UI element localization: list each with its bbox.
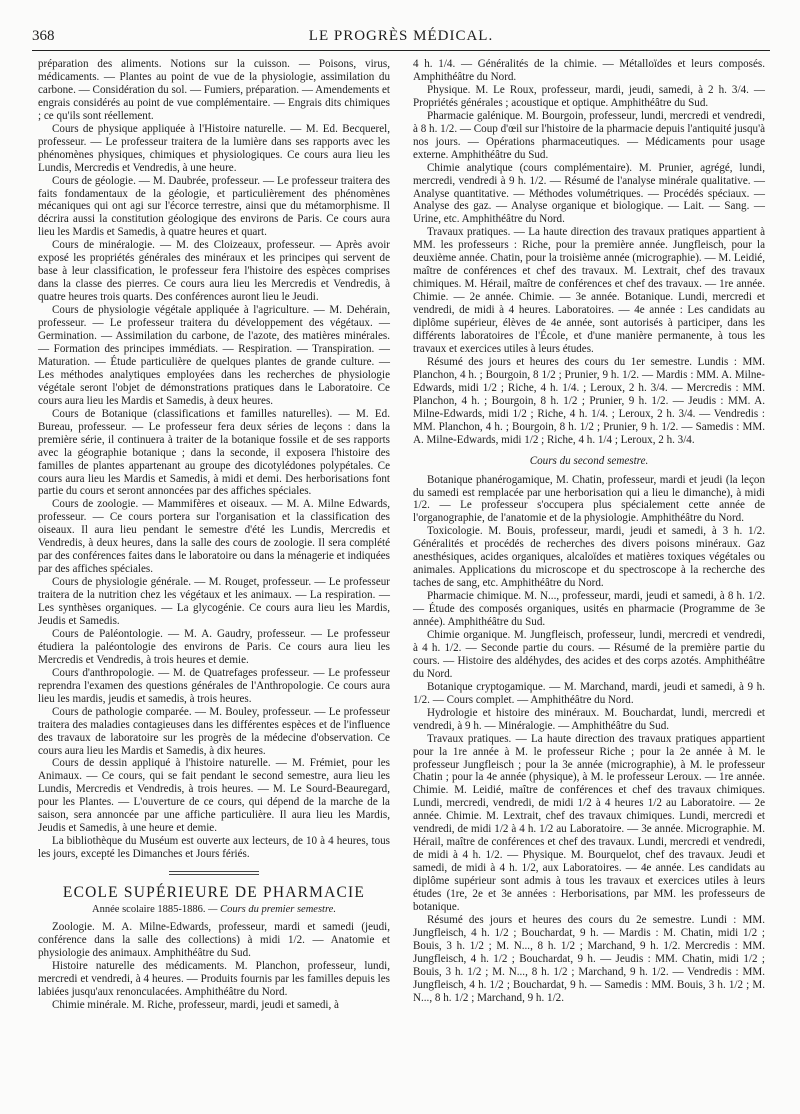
paragraph: Zoologie. M. A. Milne-Edwards, professeur, mardi et samedi (jeudi, conférence dans la salle des collections) à midi 1/2. — Anatomie et physiologie des animaux. Amphithéâtre du Sud. (38, 921, 390, 959)
page-number: 368 (32, 28, 55, 44)
paragraph: Pharmacie chimique. M. N..., professeur, mardi, jeudi et samedi, à 8 h. 1/2. — Étude des composés organiques, usités en pharmacie (Programme de 3e année). Amphithéâtre du Sud. (413, 590, 765, 629)
paragraph: Physique. M. Le Roux, professeur, mardi, jeudi, samedi, à 2 h. 3/4. — Propriétés générales ; acoustique et optique. Amphithéâtre du Sud. (413, 83, 765, 109)
section-course: — Cours du premier semestre. (208, 904, 336, 916)
paragraph: Travaux pratiques. — La haute direction des travaux pratiques appartient pour la 1re année à M. le professeur Riche ; pour la 2e année à M. le professeur Jungfleisch ; pour la 3e année (micrographie), à M. le professeur Chatin ; pour la 4e année (physique), à M. le professeur Leroux. — 1re année. Chimie. M. Leidié, maître de conférences et chef des travaux chimiques. Lundi, mercredi, vendredi, de midi 1/2 à 4 heures 1/2 au Laboratoire. — 2e année. Chimie. M. Lextrait, chef des travaux chimiques. Lundi, mercredi et vendredi, de midi 1/2 à 4 h. 1/2 au Laboratoire. — 3e année. Micrographie. M. Hérail, maître de conférences et chef des travaux. Lundi, mercredi et vendredi, de midi à 4 h. 1/2. — Physique. M. Bourquelot, chef des travaux. Jeudi et samedi, de midi à 4 h. 1/2, aux Laboratoires. — 4e année. Les candidats au diplôme supérieur sont admis à tous les travaux et exercices utiles à leurs études (1re, 2e et 3e années : Herborisations, par MM. les professeurs de botanique. (413, 732, 765, 913)
paragraph: 4 h. 1/4. — Généralités de la chimie. — Métalloïdes et leurs composés. Amphithéâtre du Nord. (413, 58, 765, 83)
section-title: ECOLE SUPÉRIEURE DE PHARMACIE (62, 884, 366, 902)
right-column (413, 58, 765, 1005)
paragraph: Chimie analytique (cours complémentaire). M. Prunier, agrégé, lundi, mercredi, vendredi à 9 h. 1/2. — Résumé de l'analyse minérale qualitative. — Analyse quantitative. — Méthodes volumétriques. — Procédés spéciaux. — Analyse des gaz. — Analyse organique et biologique. — Lait. — Sang. — Urine, etc. Amphithéâtre du Nord. (413, 161, 765, 226)
paragraph: Cours de dessin appliqué à l'histoire naturelle. — M. Frémiet, pour les Animaux. — Ce cours, qui se fait pendant le second semestre, aura lieu les Lundis, Mercredis et Vendredis, à trois heures. — M. Le Sourd-Beauregard, pour les Plantes. — L'ouverture de ce cours, qui dépend de la marche de la saison, sera annoncée par une affiche particulière. Il aura lieu les Mardis, Jeudis et Samedis, à une heure et demie. (38, 757, 390, 835)
paragraph: La bibliothèque du Muséum est ouverte aux lecteurs, de 10 à 4 heures, tous les jours, excepté les Dimanches et Jours fériés. (38, 835, 390, 861)
paragraph: Histoire naturelle des médicaments. M. Planchon, professeur, lundi, mercredi et vendredi, à 4 heures. — Produits fournis par les familles depuis les labiées jusqu'aux renonculacées. Amphithéâtre du Nord. (38, 959, 390, 998)
paragraph: Cours de physiologie générale. — M. Rouget, professeur. — Le professeur traitera de la nutrition chez les végétaux et les animaux. — La respiration. — Les synthèses organiques. — La glycogénie. Ce cours aura lieu les Mardis, Jeudis et Samedis. (38, 576, 390, 627)
paragraph: Cours de physiologie végétale appliquée à l'agriculture. — M. Dehérain, professeur. — Le professeur traitera du développement des végétaux. — Germination. — Assimilation du carbone, de l'azote, des matières minérales. — Formation des principes immédiats. — Respiration. — Transpiration. — Maturation. — Étude particulière de quelques plantes de grande culture. — Les méthodes analytiques employées dans les recherches de physiologie végétale seront l'objet de démonstrations pratiques dans le Laboratoire. Ce cours aura lieu les Mardis et Samedis, à deux heures. (38, 304, 390, 407)
paragraph: Toxicologie. M. Bouis, professeur, mardi, jeudi et samedi, à 3 h. 1/2. Généralités et procédés de recherches des divers poisons minéraux. Gaz anesthésiques, acides organiques, alcaloïdes et matières toxiques végétales ou animales. Applications du microscope et du spectroscope à la recherche des taches de sang, etc. Amphithéâtre du Nord. (413, 525, 765, 590)
paragraph: Cours de physique appliquée à l'Histoire naturelle. — M. Ed. Becquerel, professeur. — Le professeur traitera de la lumière dans ses rapports avec les phénomènes physiques, chimiques et physiologiques. Ce cours aura lieu les Lundis, Mercredis et Vendredis, à une heure. (38, 122, 390, 174)
paragraph: Hydrologie et histoire des minéraux. M. Bouchardat, lundi, mercredi et vendredi, à 9 h. — Minéralogie. — Amphithéâtre du Sud. (413, 706, 765, 732)
paragraph: Cours de minéralogie. — M. des Cloizeaux, professeur. — Après avoir exposé les propriétés générales des minéraux et les principes qui servent de base à leur classification, le professeur fera l'histoire des espèces comprises dans la classe des pierres. Ce cours aura lieu les Mercredis et Vendredis, à quatre heures trois quarts. Des conférences auront lieu le Jeudi. (38, 239, 390, 304)
paragraph: Pharmacie galénique. M. Bourgoin, professeur, lundi, mercredi et vendredi, à 8 h. 1/2. — Coup d'œil sur l'histoire de la pharmacie depuis l'antiquité jusqu'à nos jours. — Opérations pharmaceutiques. — Médicaments pour usage externe. Amphithéâtre du Sud. (413, 109, 765, 161)
paragraph: Résumé des jours et heures des cours du 2e semestre. Lundi : MM. Jungfleisch, 4 h. 1/2 ; Bouchardat, 9 h. — Mardis : M. Chatin, midi 1/2 ; Bouis, 3 h. 1/2 ; M. N..., 8 h. 1/2 ; Marchand, 9 h. 1/2. Mercredis : MM. Jungfleisch, 4 h. 1/2 ; Bouchardat, 9 h. — Jeudis : MM. Chatin, midi 1/2 ; Bouis, 3 h. 1/2 ; M. N..., 8 h. 1/2 ; Marchand, 9 h. 1/2. — Vendredis : MM. Jungfleisch, 4 h. 1/2 ; Bouchardat, 9 h. — Samedis : MM. Bouis, 3 h. 1/2 ; M. N..., 8 h. 1/2 ; Marchand, 9 h. 1/2. (413, 913, 765, 1004)
section-subtitle (38, 904, 390, 917)
paragraph: Chimie minérale. M. Riche, professeur, mardi, jeudi et samedi, à (52, 998, 339, 1011)
paragraph: Botanique cryptogamique. — M. Marchand, mardi, jeudi et samedi, à 9 h. 1/2. — Cours complet. — Amphithéâtre du Nord. (413, 680, 765, 706)
paragraph: Cours de zoologie. — Mammifères et oiseaux. — M. A. Milne Edwards, professeur. — Ce cours portera sur l'organisation et la classification des oiseaux. Il aura lieu pendant le semestre d'été les Lundis, Mercredis et Vendredis, à deux heures, dans la salle des cours de zoologie. Il sera complété par des conférences faites dans le laboratoire ou dans la ménagerie et indiquées par des affiches spéciales. (38, 498, 390, 576)
paragraph: Botanique phanérogamique, M. Chatin, professeur, mardi et jeudi (la leçon du samedi est remplacée par une herborisation qui a lieu le dimanche), à midi 1/2. — Le professeur s'occupera plus spécialement cette année de l'organographie, de l'anatomie et de la physiologie. Amphithéâtre du Nord. (413, 473, 765, 525)
left-column (38, 58, 390, 1012)
paragraph: Chimie organique. M. Jungfleisch, professeur, lundi, mercredi et vendredi, à 4 h. 1/2. — Seconde partie du cours. — Résumé de la première partie du cours. — Histoire des aldéhydes, des acides et des corps azotés. Amphithéâtre du Nord. (413, 628, 765, 680)
paragraph: Cours d'anthropologie. — M. de Quatrefages professeur. — Le professeur reprendra l'examen des questions générales de l'Anthropologie. Ce cours aura lieu les mardis, jeudis et samedis, à trois heures. (38, 666, 390, 705)
paragraph: Cours de géologie. — M. Daubrée, professeur. — Le professeur traitera des faits fondamentaux de la géologie, et particulièrement des phénomènes mécaniques qui ont agi sur l'écorce terrestre, ainsi que du métamorphisme. Il décrira aussi la constitution géologique des environs de Paris. Ce cours aura lieu les Mardis et Samedis, à quatre heures et quart. (38, 174, 390, 239)
paragraph: Résumé des jours et heures des cours du 1er semestre. Lundis : MM. Planchon, 4 h. ; Bourgoin, 8 1/2 ; Prunier, 9 h. 1/2. — Mardis : MM. A. Milne-Edwards, midi 1/2 ; Riche, 4 h. 1/4. ; Leroux, 2 h. 3/4. — Mercredis : MM. Planchon, 4 h. ; Bourgoin, 8 h. 1/2 ; Prunier, 9 h. 1/2. — Jeudis : MM. A. Milne-Edwards, midi 1/2 ; Riche, 4 h. 1/4. ; Leroux, 2 h. 3/4. — Vendredis : MM. Planchon, 4 h. ; Bourgoin, 8 h. 1/2 ; Prunier, 9 h. 1/2. — Samedis : MM. A. Milne-Edwards, midi 1/2 ; Riche, 4 h. 1/4 ; Leroux, 2 h. 3/4. (413, 355, 765, 446)
semester-heading: Cours du second semestre. (529, 454, 649, 467)
section-year: Année scolaire 1885-1886. (92, 904, 206, 916)
paragraph: Cours de pathologie comparée. — M. Bouley, professeur. — Le professeur traitera des maladies contagieuses dans les différentes espèces et de l'influence des travaux de laboratoire sur les progrès de la médecine d'observation. Ce cours aura lieu les Mardis et Samedis, à dix heures. (38, 705, 390, 757)
paragraph: Cours de Paléontologie. — M. A. Gaudry, professeur. — Le professeur étudiera la paléontologie des environs de Paris. Ce cours aura lieu les Mercredis et Vendredis, à trois heures et demie. (38, 627, 390, 666)
running-title: LE PROGRÈS MÉDICAL. (308, 28, 494, 44)
paragraph: Travaux pratiques. — La haute direction des travaux pratiques appartient à MM. les professeurs : Riche, pour la première année. Jungfleisch, pour la deuxième année. Chatin, pour la troisième année (micrographie). — M. Leidié, maître de conférences et chef des travaux. M. Lextrait, chef des travaux chimiques. M. Hérail, maître de conférences et chef des travaux. — 1re année. Chimie. — 2e année. Chimie. — 3e année. Botanique. Lundi, mercredi et vendredi, de midi à 4 heures. Laboratoires. — 4e année : Les candidats au diplôme supérieur, élèves de 4e année, sont autorisés à participer, dans les différents laboratoires de l'École, et d'une manière permanente, à tous les travaux et exercices utiles à leurs études. (413, 226, 765, 355)
paragraph: Cours de Botanique (classifications et familles naturelles). — M. Ed. Bureau, professeur. — Le professeur fera deux séries de leçons : dans la première série, il continuera à traiter de la botanique fossile et de ses rapports avec la géographie botanique ; dans la seconde, il exposera l'histoire des familles de plantes appartenant au groupe des dicotylédones polypétales. Ce cours aura lieu les Mardis et Samedis, à midi et demi. Des herborisations font partie du cours et seront annoncées par des affiches spéciales. (38, 407, 390, 498)
section-divider (169, 871, 259, 875)
paragraph: préparation des aliments. Notions sur la cuisson. — Poisons, virus, médicaments. — Plantes au point de vue de la physiologie, assimilation du carbone. — Considération du sol. — Fumiers, préparation. — Amendements et engrais considérés au point de vue complémentaire. — Engrais dits chimiques ; ce qu'ils sont réellement. (38, 58, 390, 122)
page-header (32, 24, 770, 51)
